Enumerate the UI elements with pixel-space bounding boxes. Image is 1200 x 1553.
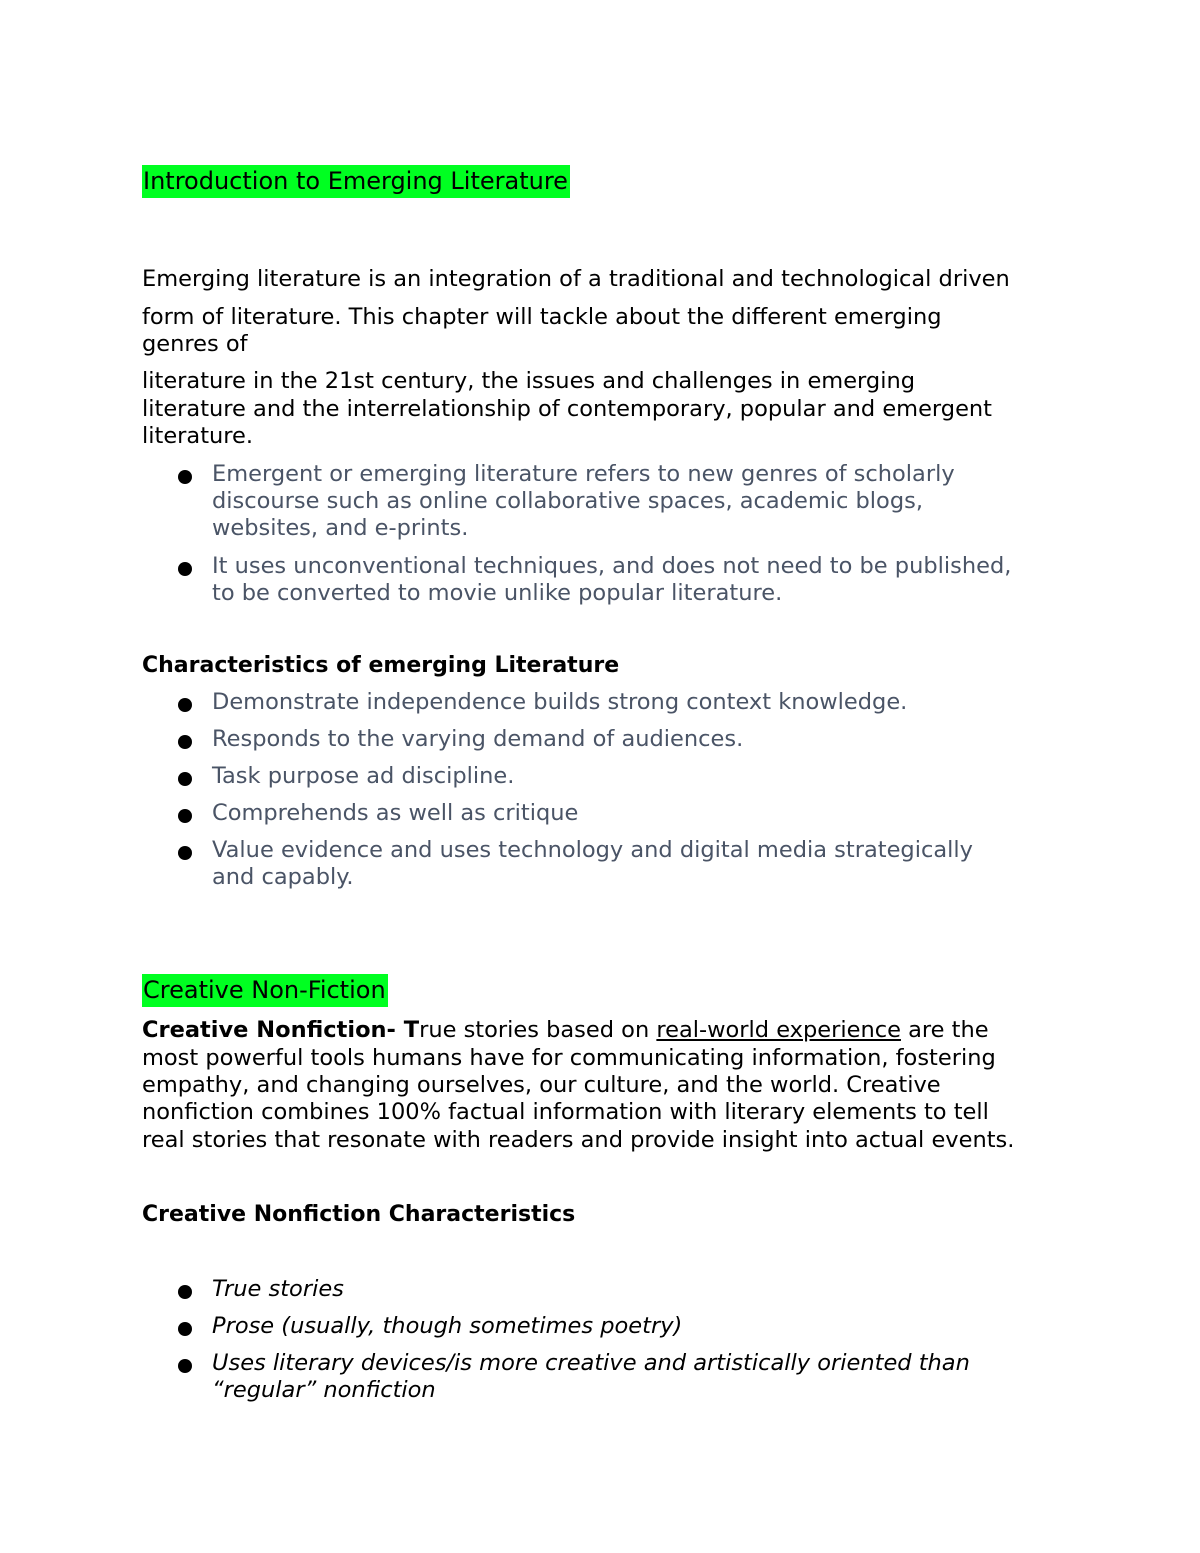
list-item — [142, 1313, 1042, 1340]
cnf-lead-bold: Creative Nonfiction- T — [142, 1017, 420, 1043]
list-item — [142, 553, 1042, 607]
list-item-line: Task purpose ad discipline. — [212, 763, 515, 789]
cnf-lead-after: are the — [900, 1017, 989, 1043]
list-item-line: Demonstrate independence builds strong context knowledge. — [212, 689, 908, 715]
list-item-line: to be converted to movie unlike popular literature. — [212, 580, 783, 606]
intro-para-line-4: literature in the 21st century, the issues and challenges in emerging — [142, 368, 915, 394]
list-item — [142, 1350, 1042, 1404]
section-title-cnf — [142, 974, 388, 1007]
characteristics-heading: Characteristics of emerging Literature — [142, 653, 620, 678]
bullet-icon — [178, 1322, 192, 1336]
bullet-icon — [178, 846, 192, 860]
bullet-icon — [178, 562, 192, 576]
bullet-icon — [178, 698, 192, 712]
intro-para-line-2: form of literature. This chapter will tackle about the different emerging — [142, 304, 942, 330]
intro-para-line-5: literature and the interrelationship of contemporary, popular and emergent — [142, 396, 992, 422]
list-item — [142, 726, 1042, 753]
list-item — [142, 1276, 1042, 1303]
intro-para-line-3: genres of — [142, 331, 248, 357]
list-item-line: True stories — [212, 1276, 344, 1302]
cnf-characteristics-heading: Creative Nonfiction Characteristics — [142, 1202, 576, 1227]
list-item-line: Responds to the varying demand of audiences. — [212, 726, 744, 752]
list-item-line: websites, and e-prints. — [212, 515, 469, 541]
bullet-icon — [178, 809, 192, 823]
real-world-experience-link[interactable]: real-world experience — [656, 1017, 901, 1043]
list-item — [142, 461, 1042, 542]
bullet-icon — [178, 1359, 192, 1373]
cnf-para-line-2: most powerful tools humans have for communicating information, fostering — [142, 1045, 996, 1071]
list-item-line: Value evidence and uses technology and digital media strategically — [212, 837, 973, 863]
list-item — [142, 837, 1042, 891]
bullet-icon — [178, 735, 192, 749]
cnf-lead-rest: rue stories based on — [419, 1017, 657, 1043]
list-item — [142, 800, 1042, 827]
list-item-line: discourse such as online collaborative spaces, academic blogs, — [212, 488, 923, 514]
cnf-para-line-3: empathy, and changing ourselves, our culture, and the world. Creative — [142, 1072, 941, 1098]
list-item — [142, 763, 1042, 790]
list-item-line: Emergent or emerging literature refers to new genres of scholarly — [212, 461, 955, 487]
bullet-icon — [178, 1285, 192, 1299]
list-item-line: Prose (usually, though sometimes poetry) — [212, 1313, 683, 1339]
section-title-intro — [142, 165, 570, 198]
list-item-line: Comprehends as well as critique — [212, 800, 579, 826]
highlighted-title: Introduction to Emerging Literature — [142, 165, 570, 198]
list-item-line: “regular” nonfiction — [212, 1377, 436, 1403]
bullet-icon — [178, 470, 192, 484]
cnf-para-line-5: real stories that resonate with readers and provide insight into actual events. — [142, 1127, 1015, 1153]
cnf-para-line-1 — [142, 1017, 989, 1044]
bullet-icon — [178, 772, 192, 786]
cnf-characteristics-list — [142, 1276, 1042, 1404]
intro-para-line-1: Emerging literature is an integration of a traditional and technological driven — [142, 266, 1010, 292]
highlighted-title: Creative Non-Fiction — [142, 974, 388, 1007]
list-item-line: It uses unconventional techniques, and does not need to be published, — [212, 553, 1012, 579]
cnf-para-line-4: nonfiction combines 100% factual information with literary elements to tell — [142, 1099, 989, 1125]
intro-para-line-6: literature. — [142, 423, 254, 449]
characteristics-bullet-list — [142, 689, 1042, 891]
intro-bullet-list — [142, 461, 1042, 607]
list-item — [142, 689, 1042, 716]
list-item-line: Uses literary devices/is more creative and artistically oriented than — [212, 1350, 970, 1376]
list-item-line: and capably. — [212, 864, 354, 890]
